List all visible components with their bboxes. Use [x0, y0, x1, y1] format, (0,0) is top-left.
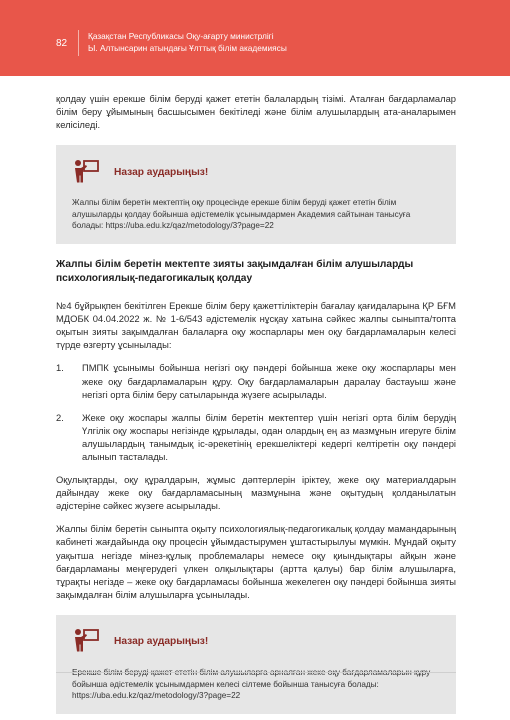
notice-title: Назар аударыңыз! — [114, 636, 209, 648]
list-item — [56, 361, 456, 400]
notice-header — [72, 627, 442, 657]
paragraph-materials: Оқулықтарды, оқу құралдарын, жұмыс дәптерлерін іріктеу, жеке оқу материалдарын дайындау жеке оқу бағдарламасының мазмұнына және оқытудың қолданылатын әдістеріне сәйкес жүзеге асырылады. — [56, 474, 456, 512]
intro-paragraph: қолдау үшін ерекше білім беруді қажет ететін балалардың тізімі. Аталған бағдарламалар білім беру ұйымының басшысымен бекітіледі және білім алушылардың ата-аналарымен келісіледі. — [56, 93, 456, 131]
notice-box-2 — [56, 615, 456, 714]
list-item-text: ПМПК ұсынымы бойынша негізгі оқу пәндері бойынша жеке оқу жоспарлары мен жеке оқу бағдарламаларын құру. Оқу бағдарламаларын даралау бастауыш және негізгі орта білім беру сатыларында жүзеге асырылады. — [82, 362, 456, 400]
numbered-list — [56, 361, 456, 463]
notice-text: Жалпы білім беретін мектептің оқу процесінде ерекше білім беруді қажет ететін білім алушыларды қолдау бойынша әдістемелік ұсынымдармен Академия сайтынан танысуға болады: https://uba.edu.kz/qaz/metodology/3?page=22 — [72, 198, 411, 231]
list-item-text: Жеке оқу жоспары жалпы білім беретін мектептер үшін негізгі орта білім берудің Үлгілік оқу жоспары негізінде құрылады, одан олардың ең аз мазмұнын игеруге білім алушылардың танымдық іс-әрекетінің ерекшеліктері кедергі келтіретін оқу пәндері алынып тасталады. — [82, 411, 456, 462]
header-line-ministry: Қазақстан Республикасы Оқу-ағарту министрлігі — [88, 31, 274, 41]
notice-box-1 — [56, 145, 456, 244]
header-band — [0, 0, 510, 76]
list-item — [56, 411, 456, 463]
presenter-board-icon — [72, 624, 102, 659]
header-publisher — [88, 30, 287, 54]
footer-divider — [56, 672, 456, 673]
page-content — [56, 92, 456, 720]
notice-header — [72, 157, 442, 187]
list-item-number: 1. — [56, 362, 64, 374]
list-item-number: 2. — [56, 411, 64, 423]
paragraph-recommendation: №4 бұйрықпен бекітілген Ерекше білім беру қажеттіліктерін бағалау қағидаларына ҚР БҒМ МДОБК 04.04.2022 ж. № 1-6/543 әдістемелік нұсқау хатына сәйкес жалпы сыныпта/топта оқытын зияты зақымдалған балаларға оқу жоспарлары мен оқу бағдарламаларын келесі түрде өзгерту ұсынылады: — [56, 300, 456, 351]
header-divider — [78, 30, 79, 56]
header-line-academy: Ы. Алтынсарин атындағы Ұлттық білім академиясы — [88, 43, 287, 53]
presenter-board-icon — [72, 155, 102, 190]
notice-text: бойынша әдістемелік ұсынымдармен келесі сілтеме бойынша танысуға болады: https://uba.edu.kz/qaz/metodology/3?page=22 — [72, 679, 379, 701]
section-heading: Жалпы білім беретін мектепте зияты зақымдалған білім алушыларды психологиялық-педагогикалық қолдау — [56, 259, 414, 284]
page-number: 82 — [56, 38, 68, 49]
paragraph-support: Жалпы білім беретін сыныпта оқыту психологиялық-педагогикалық қолдау мамандарының кабинеті жағдайында оқу процесін ұйымдастырумен ұштастырылуы мүмкін. Мұндай оқыту уақытша негізде мінез-құлық проблемалары немесе оқу қиындықтары айқын және бағдарламаны меңгерудегі үлкен олқылықтары (артта қалуы) бар білім алушыларға, тұрақты негізде – жеке оқу бағдарламасы бойынша жекелеген оқу пәндері бойынша зияты зақымдалған білім алушыларға ұсынылады. — [56, 523, 456, 600]
notice-title: Назар аударыңыз! — [114, 166, 209, 178]
